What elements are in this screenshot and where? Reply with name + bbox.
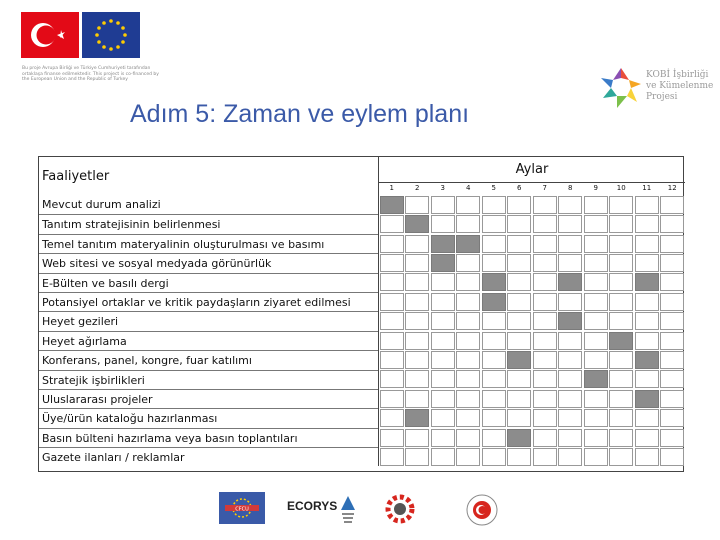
schedule-cell <box>533 215 557 233</box>
gear-logo-icon <box>378 492 422 526</box>
schedule-cell <box>558 351 582 369</box>
schedule-grid <box>379 195 685 471</box>
month-number: 6 <box>517 184 522 192</box>
schedule-cell <box>405 235 429 253</box>
schedule-cell <box>635 332 659 350</box>
action-plan-table <box>38 156 684 472</box>
schedule-cell-active <box>635 273 659 291</box>
schedule-cell <box>482 196 506 214</box>
schedule-cell <box>635 254 659 272</box>
schedule-cell <box>456 351 480 369</box>
schedule-cell <box>482 429 506 447</box>
schedule-cell <box>405 273 429 291</box>
schedule-cell <box>380 429 404 447</box>
schedule-cell <box>558 254 582 272</box>
schedule-cell <box>482 235 506 253</box>
schedule-cell <box>405 293 429 311</box>
activity-row: Mevcut durum analizi <box>42 198 161 211</box>
schedule-cell <box>405 448 429 466</box>
schedule-cell <box>482 409 506 427</box>
activity-row: Heyet ağırlama <box>39 331 378 350</box>
schedule-cell <box>405 332 429 350</box>
schedule-cell <box>380 312 404 330</box>
schedule-cell <box>482 351 506 369</box>
schedule-cell <box>456 273 480 291</box>
schedule-cell <box>584 293 608 311</box>
schedule-cell <box>405 196 429 214</box>
schedule-cell <box>380 235 404 253</box>
month-number: 10 <box>616 184 626 192</box>
activity-row: Üye/ürün kataloğu hazırlanması <box>39 408 378 427</box>
schedule-cell <box>482 390 506 408</box>
schedule-cell <box>507 332 531 350</box>
month-number: 4 <box>466 184 471 192</box>
activity-row: Web sitesi ve sosyal medyada görünürlük <box>39 253 378 272</box>
schedule-cell <box>660 409 684 427</box>
schedule-cell <box>584 196 608 214</box>
schedule-cell <box>431 351 455 369</box>
schedule-cell <box>584 409 608 427</box>
schedule-cell <box>507 293 531 311</box>
schedule-cell <box>380 409 404 427</box>
schedule-cell <box>456 293 480 311</box>
schedule-cell-active <box>507 351 531 369</box>
activity-row: E-Bülten ve basılı dergi <box>39 273 378 292</box>
schedule-cell <box>635 409 659 427</box>
schedule-cell <box>635 196 659 214</box>
schedule-cell <box>533 273 557 291</box>
schedule-cell <box>660 254 684 272</box>
schedule-cell <box>456 196 480 214</box>
month-number: 11 <box>642 184 652 192</box>
schedule-cell <box>380 215 404 233</box>
schedule-cell <box>431 273 455 291</box>
schedule-cell <box>431 332 455 350</box>
schedule-cell <box>584 312 608 330</box>
schedule-cell <box>431 370 455 388</box>
schedule-cell <box>584 448 608 466</box>
activity-row: Temel tanıtım materyalinin oluşturulması ve basımı <box>39 234 378 253</box>
schedule-cell-active <box>405 409 429 427</box>
schedule-cell <box>660 351 684 369</box>
activity-list <box>39 195 379 466</box>
month-number: 3 <box>440 184 445 192</box>
schedule-cell <box>533 448 557 466</box>
schedule-cell <box>431 196 455 214</box>
schedule-cell <box>533 351 557 369</box>
schedule-cell <box>609 196 633 214</box>
schedule-cell <box>558 409 582 427</box>
schedule-cell-active <box>558 273 582 291</box>
schedule-cell <box>635 235 659 253</box>
schedule-cell <box>405 390 429 408</box>
schedule-cell <box>660 312 684 330</box>
schedule-cell <box>635 312 659 330</box>
schedule-cell <box>635 429 659 447</box>
svg-text:CFCU: CFCU <box>235 506 249 513</box>
schedule-cell <box>405 370 429 388</box>
schedule-cell <box>609 370 633 388</box>
schedule-cell <box>609 409 633 427</box>
schedule-cell <box>558 196 582 214</box>
ministry-seal-icon <box>466 494 498 526</box>
schedule-cell-active <box>482 293 506 311</box>
schedule-cell <box>558 448 582 466</box>
month-number: 8 <box>568 184 573 192</box>
activity-row: Gazete ilanları / reklamlar <box>39 447 378 466</box>
schedule-cell <box>405 254 429 272</box>
schedule-cell <box>507 370 531 388</box>
schedule-cell <box>456 409 480 427</box>
schedule-cell <box>380 448 404 466</box>
ecorys-mark-icon <box>340 494 356 524</box>
activity-row: Konferans, panel, kongre, fuar katılımı <box>39 350 378 369</box>
schedule-cell <box>431 409 455 427</box>
kobi-logo-text: KOBİ İşbirliği ve Kümelenme Projesi <box>646 70 714 102</box>
schedule-cell <box>533 235 557 253</box>
schedule-cell <box>507 196 531 214</box>
schedule-cell <box>584 351 608 369</box>
schedule-cell <box>431 215 455 233</box>
schedule-cell <box>533 390 557 408</box>
schedule-cell-active <box>635 390 659 408</box>
schedule-cell-active <box>584 370 608 388</box>
schedule-cell <box>558 390 582 408</box>
months-header: Aylar <box>379 157 685 183</box>
schedule-cell <box>609 293 633 311</box>
schedule-cell <box>533 196 557 214</box>
schedule-cell-active <box>380 196 404 214</box>
schedule-cell <box>584 429 608 447</box>
schedule-cell-active <box>558 312 582 330</box>
schedule-cell-active <box>431 254 455 272</box>
schedule-cell <box>482 370 506 388</box>
schedule-cell <box>584 235 608 253</box>
schedule-cell <box>635 370 659 388</box>
schedule-cell <box>405 429 429 447</box>
schedule-cell <box>584 390 608 408</box>
schedule-cell <box>660 273 684 291</box>
ecorys-logo: ECORYS <box>287 499 338 513</box>
month-number: 12 <box>667 184 677 192</box>
page-title: Adım 5: Zaman ve eylem planı <box>130 100 470 128</box>
schedule-cell <box>558 332 582 350</box>
schedule-cell <box>482 254 506 272</box>
activity-row: Uluslararası projeler <box>39 389 378 408</box>
schedule-cell <box>558 215 582 233</box>
schedule-cell <box>584 332 608 350</box>
schedule-cell <box>482 448 506 466</box>
schedule-cell <box>609 448 633 466</box>
schedule-cell <box>380 273 404 291</box>
schedule-cell <box>660 390 684 408</box>
schedule-cell <box>405 351 429 369</box>
month-number: 9 <box>593 184 598 192</box>
schedule-cell <box>609 429 633 447</box>
schedule-cell <box>660 332 684 350</box>
month-number-row <box>379 183 685 195</box>
schedule-cell <box>558 293 582 311</box>
schedule-cell-active <box>635 351 659 369</box>
schedule-cell <box>456 312 480 330</box>
schedule-cell <box>456 370 480 388</box>
schedule-cell <box>431 312 455 330</box>
schedule-cell <box>380 370 404 388</box>
schedule-cell <box>558 235 582 253</box>
schedule-cell <box>380 332 404 350</box>
schedule-cell <box>533 409 557 427</box>
month-number: 5 <box>491 184 496 192</box>
schedule-cell <box>609 312 633 330</box>
schedule-cell <box>507 215 531 233</box>
schedule-cell <box>482 332 506 350</box>
activity-row: Tanıtım stratejisinin belirlenmesi <box>39 214 378 233</box>
schedule-cell <box>507 448 531 466</box>
schedule-cell <box>456 390 480 408</box>
schedule-cell <box>660 235 684 253</box>
schedule-cell <box>584 215 608 233</box>
schedule-cell <box>635 448 659 466</box>
schedule-cell <box>660 196 684 214</box>
schedule-cell <box>507 254 531 272</box>
cofinance-note: Bu proje Avrupa Birliği ve Türkiye Cumhuriyeti tarafından ortaklaşa finanse edilmektedir. This project is co-financed by the European Union and the Republic of Turkey <box>22 66 159 82</box>
schedule-cell <box>660 370 684 388</box>
schedule-cell <box>405 312 429 330</box>
schedule-cell <box>456 448 480 466</box>
activity-row: Potansiyel ortaklar ve kritik paydaşların ziyaret edilmesi <box>39 292 378 311</box>
cfcu-logo <box>219 492 265 524</box>
schedule-cell <box>609 235 633 253</box>
schedule-cell <box>609 254 633 272</box>
schedule-cell <box>380 293 404 311</box>
schedule-cell <box>431 429 455 447</box>
schedule-cell <box>609 351 633 369</box>
schedule-cell <box>533 312 557 330</box>
schedule-cell <box>635 215 659 233</box>
schedule-cell <box>609 390 633 408</box>
schedule-cell <box>431 293 455 311</box>
schedule-cell <box>456 215 480 233</box>
activity-row: Heyet gezileri <box>39 311 378 330</box>
month-number: 7 <box>542 184 547 192</box>
schedule-cell <box>533 332 557 350</box>
schedule-cell <box>456 332 480 350</box>
schedule-cell <box>660 293 684 311</box>
month-number: 1 <box>389 184 394 192</box>
schedule-cell <box>533 254 557 272</box>
activities-header: Faaliyetler <box>39 157 379 195</box>
schedule-cell <box>482 312 506 330</box>
eu-flag-logo <box>82 12 140 58</box>
turkey-flag-logo <box>21 12 79 58</box>
schedule-cell <box>533 370 557 388</box>
schedule-cell-active <box>507 429 531 447</box>
schedule-cell <box>380 254 404 272</box>
schedule-cell <box>380 390 404 408</box>
schedule-cell <box>456 254 480 272</box>
schedule-cell <box>482 215 506 233</box>
schedule-cell <box>533 293 557 311</box>
schedule-cell <box>558 429 582 447</box>
month-number: 2 <box>415 184 420 192</box>
schedule-cell <box>558 370 582 388</box>
schedule-cell <box>609 273 633 291</box>
schedule-cell <box>380 351 404 369</box>
schedule-cell <box>507 409 531 427</box>
schedule-cell <box>660 215 684 233</box>
activity-row: Stratejik işbirlikleri <box>39 370 378 389</box>
schedule-cell <box>584 254 608 272</box>
schedule-cell <box>431 448 455 466</box>
schedule-cell <box>533 429 557 447</box>
kobi-logo-icon <box>599 66 643 110</box>
schedule-cell-active <box>482 273 506 291</box>
activity-row: Basın bülteni hazırlama veya basın toplantıları <box>39 428 378 447</box>
schedule-cell <box>431 390 455 408</box>
schedule-cell <box>456 429 480 447</box>
schedule-cell <box>609 215 633 233</box>
schedule-cell-active <box>431 235 455 253</box>
schedule-cell <box>584 273 608 291</box>
schedule-cell <box>507 312 531 330</box>
schedule-cell <box>507 235 531 253</box>
schedule-cell <box>507 273 531 291</box>
schedule-cell <box>507 390 531 408</box>
schedule-cell <box>660 448 684 466</box>
schedule-cell <box>660 429 684 447</box>
schedule-cell <box>635 293 659 311</box>
schedule-cell-active <box>405 215 429 233</box>
schedule-cell-active <box>609 332 633 350</box>
schedule-cell-active <box>456 235 480 253</box>
